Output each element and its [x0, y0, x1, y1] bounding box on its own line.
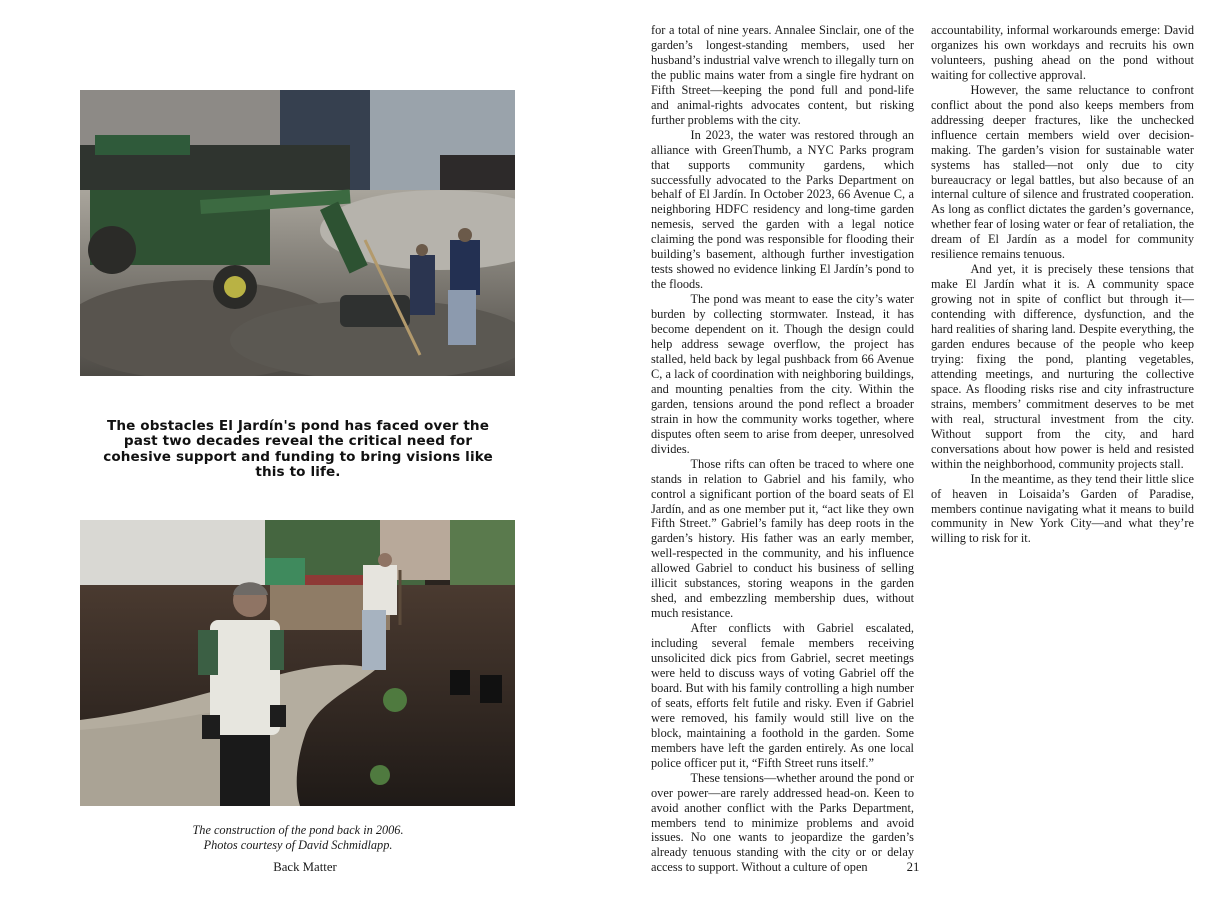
paragraph: The pond was meant to ease the city’s water burden by collecting stormwater. Instead, it has become dependent on it. Though the design could help address sewage overflow, the project has stalled, held back by legal pushback from 66 Avenue C, a lack of coordination with neighboring buildings, and mounting penalties from the city. Within the garden, tensions around the pond reflect a broader strain in how the community works together, where disputes often seem to arise from deeper, unresolved divides. [651, 292, 914, 456]
paragraph: However, the same reluctance to confront conflict about the pond also keeps members from addressing deeper fractures, like the unchecked influence certain members wield over decision-making. The garden’s vision for sustainable water systems has stalled—not only due to city bureaucracy or legal battles, but also because of an internal culture of silence and frustrated cooperation. As long as conflict dictates the garden’s governance, whether fear of losing water or fear of retaliation, the dream of El Jardín as a model for community resilience remains tenuous. [931, 82, 1194, 262]
section-title: Back Matter [273, 860, 337, 874]
photo-tractor-excavation-image [80, 90, 515, 376]
body-column-1 [651, 23, 914, 875]
paragraph: In the meantime, as they tend their little slice of heaven in Loisaida’s Garden of Paradise, members continue navigating what it means to build community in New York City—and what they’re willing to risk for it. [931, 471, 1194, 546]
photo-pond-construction-image [80, 520, 515, 806]
paragraph: In 2023, the water was restored through an alliance with GreenThumb, a NYC Parks program that supports community gardens, which successfully advocated to the Parks Department on behalf of El Jardín. In October 2023, 66 Avenue C, a neighboring HDFC residency and long-time garden nemesis, served the garden with a legal notice claiming the pond was responsible for flooding their building’s basement, although further investigation tests showed no evidence linking El Jardín’s pond to the floods. [651, 127, 914, 292]
paragraph: And yet, it is precisely these tensions that make El Jardín what it is. A community space growing not in spite of conflict but through it—contending with difference, dysfunction, and the hard realities of sharing land. Despite everything, the garden endures because of the people who keep trying: fixing the pond, planting vegetables, attending meetings, and nurturing the collective space. As flooding risks rise and city infrastructure strains, members’ commitment deserves to be met with real, structural investment from the city. Without support from the city, and hard conversations about how power is held and resisted within the neighborhood, community projects stall. [931, 262, 1194, 471]
body-column-2 [931, 23, 1194, 546]
pull-quote: The obstacles El Jardín's pond has faced over the past two decades reveal the critical need for cohesive support and funding to bring visions like this to life. [103, 418, 493, 481]
paragraph: After conflicts with Gabriel escalated, including several female members receiving unsolicited dick pics from Gabriel, secret meetings were held to discuss ways of voting Gabriel off the board. But with his family controlling a high number of seats, efforts felt futile and risky. Even if Gabriel were removed, his family would still live on the block, maintaining a foothold in the garden. Some members have left the garden entirely. As one local police officer put it, “Fifth Street runs itself.” [651, 621, 914, 770]
photo-tractor-excavation [80, 90, 515, 376]
paragraph: These tensions—whether around the pond or over power—are rarely addressed head-on. Keen to avoid another conflict with the Parks Department, members tend to minimize problems and avoid issues. No one wants to jeopardize the garden’s already tenuous standing with the city or or delay access to support. Without a culture of open [651, 770, 914, 875]
photo-caption [150, 823, 446, 853]
photo-pond-construction [80, 520, 515, 806]
caption-line-2: Photos courtesy of David Schmidlapp. [203, 838, 393, 852]
paragraph: Those rifts can often be traced to where one stands in relation to Gabriel and his family, who control a significant portion of the board seats of El Jardín, and as one member put it, “act like they own Fifth Street.” Gabriel’s family has deep roots in the garden’s history. His father was an early member, well-respected in the community, and his influence allowed Gabriel to conduct his business of selling illicit substances, storing weapons in the garden shed, and embezzling membership dues, without much resistance. [651, 456, 914, 621]
paragraph: for a total of nine years. Annalee Sinclair, one of the garden’s longest-standing members, used her husband’s industrial valve wrench to illegally turn on the public mains water from a single fire hydrant on Fifth Street—keeping the pond full and pond-life and animal-rights advocates content, but risking further problems with the city. [651, 23, 914, 127]
caption-line-1: The construction of the pond back in 2006. [192, 823, 404, 837]
page-number: 21 [906, 860, 920, 874]
paragraph: accountability, informal workarounds emerge: David organizes his own workdays and recruits his own volunteers, pushing ahead on the pond without waiting for collective approval. [931, 23, 1194, 82]
